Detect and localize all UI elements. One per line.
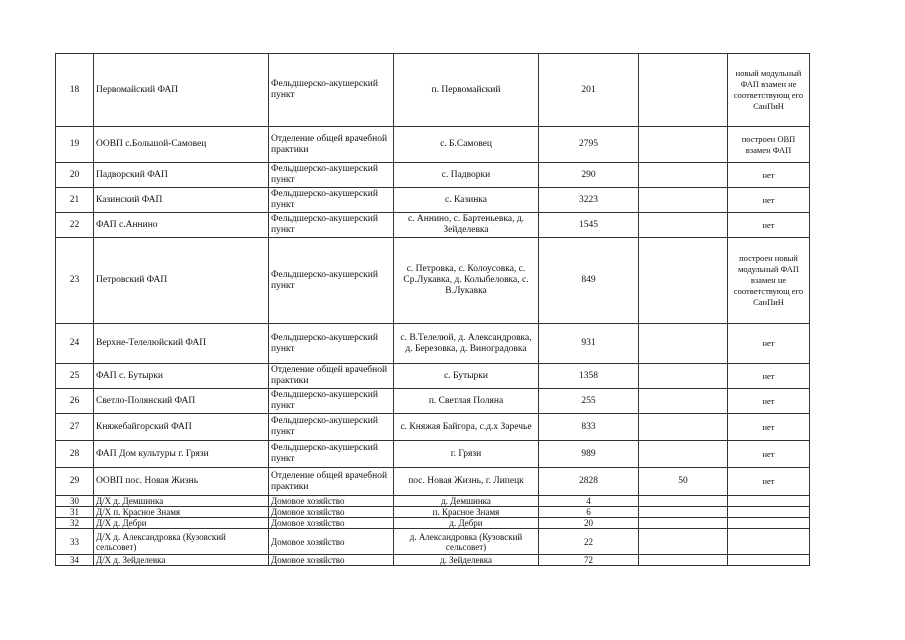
facility-type: Отделение общей врачебной практики [269, 127, 394, 163]
note-text: нет [728, 364, 810, 389]
row-number: 26 [56, 389, 94, 414]
facility-type: Домовое хозяйство [269, 518, 394, 529]
facility-location: с. Падворки [394, 163, 539, 188]
row-number: 23 [56, 238, 94, 324]
row-number: 34 [56, 555, 94, 566]
population-value: 22 [539, 529, 639, 555]
row-number: 32 [56, 518, 94, 529]
facility-name: Петровский ФАП [94, 238, 269, 324]
facility-type: Фельдшерско-акушерский пункт [269, 54, 394, 127]
facility-type: Фельдшерско-акушерский пункт [269, 213, 394, 238]
population-value: 201 [539, 54, 639, 127]
population-value: 6 [539, 507, 639, 518]
facility-type: Фельдшерско-акушерский пункт [269, 163, 394, 188]
population-value: 4 [539, 496, 639, 507]
note-text: нет [728, 389, 810, 414]
row-number: 25 [56, 364, 94, 389]
table-row [56, 324, 810, 364]
table-row [56, 441, 810, 468]
extra-value [639, 188, 728, 213]
facility-location: с. Аннино, с. Бартеньевка, д. Зейделевка [394, 213, 539, 238]
facility-name: Казинский ФАП [94, 188, 269, 213]
population-value: 20 [539, 518, 639, 529]
population-value: 849 [539, 238, 639, 324]
table-row [56, 364, 810, 389]
note-text: нет [728, 468, 810, 496]
table-row [56, 518, 810, 529]
facility-location: с. Б.Самовец [394, 127, 539, 163]
facility-name: Д/Х д. Демшинка [94, 496, 269, 507]
facility-type: Отделение общей врачебной практики [269, 364, 394, 389]
population-value: 2795 [539, 127, 639, 163]
row-number: 30 [56, 496, 94, 507]
extra-value [639, 389, 728, 414]
extra-value [639, 163, 728, 188]
facility-location: п. Светлая Поляна [394, 389, 539, 414]
row-number: 19 [56, 127, 94, 163]
facility-location: с. Петровка, с. Колоусовка, с. Ср.Лукавка, д. Колыбеловка, с. В.Лукавка [394, 238, 539, 324]
note-text [728, 507, 810, 518]
facility-name: ФАП с.Аннино [94, 213, 269, 238]
population-value: 1358 [539, 364, 639, 389]
note-text [728, 529, 810, 555]
row-number: 33 [56, 529, 94, 555]
extra-value [639, 54, 728, 127]
facility-name: ООВП пос. Новая Жизнь [94, 468, 269, 496]
population-value: 931 [539, 324, 639, 364]
facility-name: Падворский ФАП [94, 163, 269, 188]
facility-type: Фельдшерско-акушерский пункт [269, 238, 394, 324]
row-number: 27 [56, 414, 94, 441]
facility-type: Фельдшерско-акушерский пункт [269, 389, 394, 414]
population-value: 255 [539, 389, 639, 414]
table-row [56, 389, 810, 414]
facility-location: д. Дебри [394, 518, 539, 529]
note-text: построен ОВП взамен ФАП [728, 127, 810, 163]
facility-name: Княжебайгорский ФАП [94, 414, 269, 441]
note-text: построен новый модульный ФАП взамен не соответствующ его СанПиН [728, 238, 810, 324]
row-number: 21 [56, 188, 94, 213]
population-value: 3223 [539, 188, 639, 213]
facility-type: Домовое хозяйство [269, 507, 394, 518]
extra-value [639, 441, 728, 468]
table-row [56, 238, 810, 324]
row-number: 28 [56, 441, 94, 468]
facility-location: с. Казинка [394, 188, 539, 213]
population-value: 1545 [539, 213, 639, 238]
note-text [728, 555, 810, 566]
table-row [56, 468, 810, 496]
population-value: 290 [539, 163, 639, 188]
facility-type: Домовое хозяйство [269, 496, 394, 507]
extra-value [639, 364, 728, 389]
note-text [728, 518, 810, 529]
facility-name: Первомайский ФАП [94, 54, 269, 127]
facility-type: Фельдшерско-акушерский пункт [269, 188, 394, 213]
extra-value [639, 127, 728, 163]
extra-value [639, 555, 728, 566]
facility-location: пос. Новая Жизнь, г. Липецк [394, 468, 539, 496]
note-text: нет [728, 414, 810, 441]
facility-location: д. Александровка (Кузовский сельсовет) [394, 529, 539, 555]
table-row [56, 213, 810, 238]
facility-location: п. Первомайский [394, 54, 539, 127]
facility-name: ФАП с. Бутырки [94, 364, 269, 389]
facility-type: Домовое хозяйство [269, 555, 394, 566]
facility-location: д. Демшинка [394, 496, 539, 507]
facility-name: Светло-Полянский ФАП [94, 389, 269, 414]
extra-value [639, 507, 728, 518]
table-row [56, 529, 810, 555]
population-value: 72 [539, 555, 639, 566]
facility-name: Д/Х д. Зейделевка [94, 555, 269, 566]
row-number: 18 [56, 54, 94, 127]
facility-location: с. Бутырки [394, 364, 539, 389]
facility-name: Д/Х п. Красное Знамя [94, 507, 269, 518]
note-text: нет [728, 441, 810, 468]
table-row [56, 127, 810, 163]
table-row [56, 188, 810, 213]
facility-type: Фельдшерско-акушерский пункт [269, 441, 394, 468]
population-value: 833 [539, 414, 639, 441]
population-value: 2828 [539, 468, 639, 496]
facility-location: г. Грязи [394, 441, 539, 468]
facility-location: с. Княжая Байгора, с.д.х Заречье [394, 414, 539, 441]
table-row [56, 163, 810, 188]
table-row [56, 555, 810, 566]
population-value: 989 [539, 441, 639, 468]
facility-location: п. Красное Знамя [394, 507, 539, 518]
extra-value [639, 529, 728, 555]
row-number: 24 [56, 324, 94, 364]
facility-name: ФАП Дом культуры г. Грязи [94, 441, 269, 468]
note-text: нет [728, 188, 810, 213]
note-text: нет [728, 324, 810, 364]
table-row [56, 414, 810, 441]
row-number: 31 [56, 507, 94, 518]
table-row [56, 54, 810, 127]
facility-type: Отделение общей врачебной практики [269, 468, 394, 496]
extra-value [639, 238, 728, 324]
facility-location: д. Зейделевка [394, 555, 539, 566]
facility-name: Верхне-Телелюйский ФАП [94, 324, 269, 364]
extra-value [639, 518, 728, 529]
extra-value [639, 213, 728, 238]
facility-name: Д/Х д. Дебри [94, 518, 269, 529]
facility-type: Фельдшерско-акушерский пункт [269, 324, 394, 364]
table-row [56, 507, 810, 518]
note-text: нет [728, 163, 810, 188]
row-number: 29 [56, 468, 94, 496]
note-text: новый модульный ФАП взамен не соответствующ его СанПиН [728, 54, 810, 127]
facility-type: Фельдшерско-акушерский пункт [269, 414, 394, 441]
facility-name: Д/Х д. Александровка (Кузовский сельсовет) [94, 529, 269, 555]
facility-location: с. В.Телелюй, д. Александровка, д. Березовка, д. Виноградовка [394, 324, 539, 364]
table-row [56, 496, 810, 507]
note-text: нет [728, 213, 810, 238]
extra-value: 50 [639, 468, 728, 496]
facility-name: ООВП с.Большой-Самовец [94, 127, 269, 163]
facility-type: Домовое хозяйство [269, 529, 394, 555]
facilities-table [55, 53, 810, 566]
extra-value [639, 496, 728, 507]
row-number: 20 [56, 163, 94, 188]
row-number: 22 [56, 213, 94, 238]
note-text [728, 496, 810, 507]
extra-value [639, 324, 728, 364]
extra-value [639, 414, 728, 441]
